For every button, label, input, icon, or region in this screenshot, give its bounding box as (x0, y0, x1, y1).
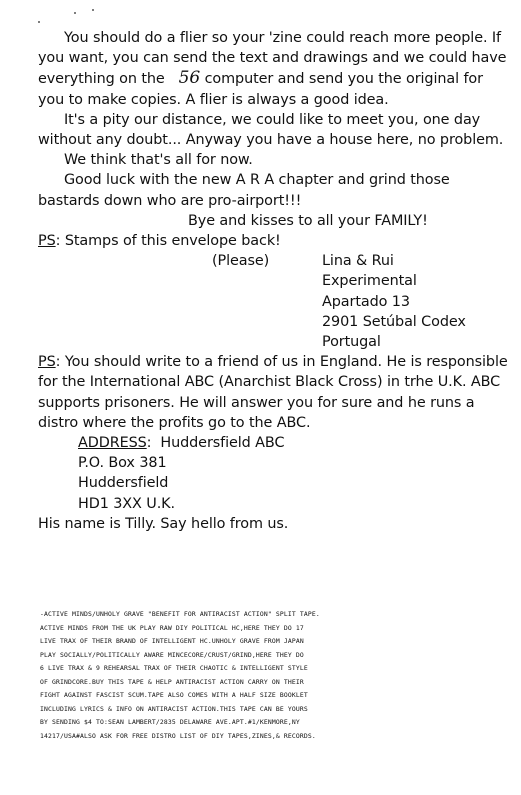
dust-speck (92, 9, 94, 11)
please-note: (Please) (212, 253, 270, 270)
dust-speck (74, 12, 76, 14)
letter-closing: His name is Tilly. Say hello from us. (38, 515, 289, 532)
flyer-line: FIGHT AGAINST FASCIST SCUM.TAPE ALSO COMES WITH A HALF SIZE BOOKLET (40, 691, 308, 699)
address-line: HD1 3XX U.K. (78, 495, 175, 512)
letter-paragraph: It's a pity our distance, we could like to meet you, one day without any doubt... Anyway you have a house here, no problem. (38, 111, 504, 149)
letter-signoff: Bye and kisses to all your FAMILY! (188, 212, 428, 229)
address-line: Experimental (322, 273, 417, 290)
flyer-line: INCLUDING LYRICS & INFO ON ANTIRACIST ACTION.THIS TAPE CAN BE YOURS (40, 704, 308, 713)
address-line: 2901 Setúbal Codex (322, 313, 466, 330)
abc-address: ADDRESS: Huddersfield ABC P.O. Box 381 Huddersfield HD1 3XX U.K. (78, 433, 508, 514)
flyer-line: PLAY SOCIALLY/POLITICALLY AWARE MINCECORE/CRUST/GRIND,HERE THEY DO (40, 650, 304, 659)
flyer-line: LIVE TRAX OF THEIR BRAND OF INTELLIGENT HC.UNHOLY GRAVE FROM JAPAN (40, 637, 304, 645)
flyer-line: 14217/USA#ALSO ASK FOR FREE DISTRO LIST OF DIY TAPES,ZINES,& RECORDS. (40, 731, 316, 740)
sender-address-lines (322, 251, 466, 352)
address-line: P.O. Box 381 (78, 455, 167, 472)
address-line: Portugal (322, 334, 381, 351)
letter-body (38, 28, 508, 534)
flyer-line: OF GRINDCORE.BUY THIS TAPE & HELP ANTIRACIST ACTION CARRY ON THEIR (40, 677, 304, 686)
postscript-2: PS: You should write to a friend of us in England. He is responsible for the International ABC (Anarchist Black Cross) in trhe U.K. ABC supports prisoners. He will answer you for sure and he runs a distro where the profits go to the ABC. (38, 354, 508, 431)
flyer-line: 6 LIVE TRAX & 9 REHEARSAL TRAX OF THEIR CHAOTIC & INTELLIGENT STYLE (40, 664, 308, 672)
address-label: ADDRESS (78, 435, 147, 452)
address-line: Huddersfield (78, 475, 169, 492)
dust-speck (38, 21, 40, 23)
address-line: Lina & Rui (322, 253, 394, 270)
sender-address (38, 251, 508, 352)
flyer-line: ACTIVE MINDS FROM THE UK PLAY RAW DIY POLITICAL HC,HERE THEY DO 17 (40, 623, 304, 632)
address-line: Apartado 13 (322, 293, 410, 310)
letter-paragraph: We think that's all for now. (64, 152, 253, 169)
letter-paragraph: Good luck with the new A R A chapter and grind those bastards down who are pro-airport!!! (38, 172, 450, 209)
postscript-1: PS: Stamps of this envelope back! (38, 233, 281, 250)
address-line: Huddersfield ABC (160, 435, 285, 452)
letter-paragraph: You should do a flier so your 'zine could reach more people. If you want, you can send the text and drawings and we could have everything on the 56 computer and send you the original for you to make copies. A flier is always a good idea. (38, 30, 507, 108)
page-number: 56 (178, 68, 201, 89)
tape-flyer (40, 608, 470, 743)
ps-label: PS (38, 354, 56, 371)
flyer-line: -ACTIVE MINDS/UNHOLY GRAVE "BENEFIT FOR ANTIRACIST ACTION" SPLIT TAPE. (40, 610, 320, 618)
ps-label: PS (38, 233, 56, 250)
flyer-line: BY SENDING $4 TO:SEAN LAMBERT/2835 DELAWARE AVE.APT.#1/KENMORE,NY (40, 718, 300, 726)
